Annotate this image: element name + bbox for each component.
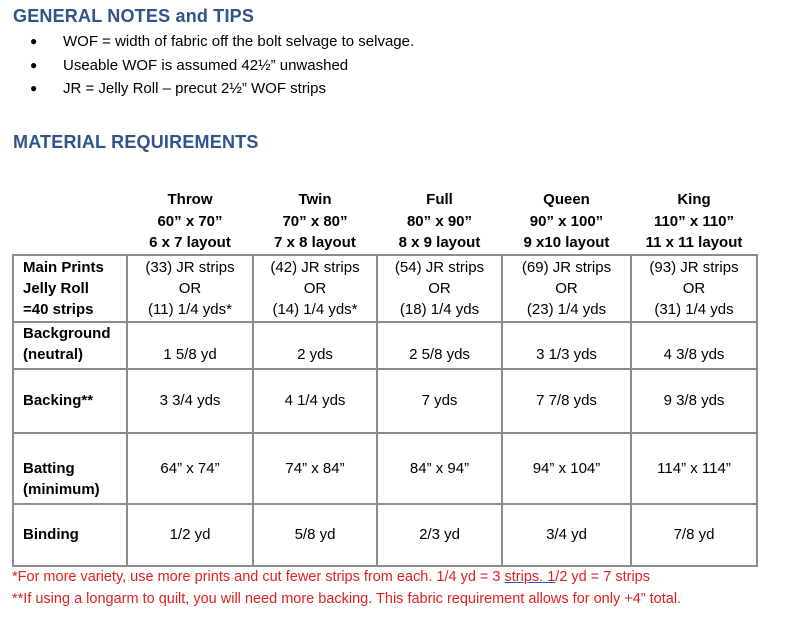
table-header-row [13,189,757,255]
table-cell: 114” x 114” [631,433,757,504]
row-label: Backing** [13,369,127,433]
table-cell: 3 3/4 yds [127,369,253,433]
table-cell: 2 yds [253,322,377,369]
table-row-main-prints [13,255,757,322]
bullet-icon: ● [30,57,38,72]
table-cell: 2/3 yd [377,504,502,566]
bullet-icon: ● [30,81,38,95]
table-cell: 7 yds [377,369,502,433]
column-header-full: Full 80” x 90” 8 x 9 layout [398,191,481,251]
table-cell: 7 7/8 yds [502,369,631,433]
table-row-backing [13,369,757,433]
table-cell: (54) JR strips OR (18) 1/4 yds [377,255,502,322]
table-cell: 2 5/8 yds [377,322,502,369]
material-requirements-heading: MATERIAL REQUIREMENTS [13,132,259,152]
footnote-variety: *For more variety, use more prints and cut fewer strips from each. 1/4 yd = 3 strips. 1/2 yd = 7 strips [12,569,650,585]
table-row-batting [13,433,757,504]
row-label: Main Prints Jelly Roll =40 strips [13,255,127,322]
table-cell: 9 3/8 yds [631,369,757,433]
note-text: Useable WOF is assumed 42½” unwashed [63,56,349,74]
table-cell: (93) JR strips OR (31) 1/4 yds [631,255,757,322]
column-header-queen: Queen 90” x 100” 9 x10 layout [523,191,610,251]
column-header-twin: Twin 70” x 80” 7 x 8 layout [274,191,356,251]
table-cell: 4 1/4 yds [253,369,377,433]
column-header-king: King 110” x 110” 11 x 11 layout [645,191,743,251]
note-text: WOF = width of fabric off the bolt selvage to selvage. [63,33,415,50]
table-cell: 7/8 yd [631,504,757,566]
spellcheck-underline: strips. 1 [504,569,556,585]
table-cell: 3 1/3 yds [502,322,631,369]
table-cell: (42) JR strips OR (14) 1/4 yds* [253,255,377,322]
general-notes-heading: GENERAL NOTES and TIPS [13,6,255,26]
row-label: Background (neutral) [13,322,127,369]
note-text: JR = Jelly Roll – precut 2½” WOF strips [63,80,326,97]
table-cell: 4 3/8 yds [631,322,757,369]
table-cell: 3/4 yd [502,504,631,566]
table-cell: 1/2 yd [127,504,253,566]
row-label: Binding [13,504,127,566]
row-label: Batting (minimum) [13,433,127,504]
table-row-binding [13,504,757,566]
material-requirements-table [12,189,758,567]
footnote-longarm: **If using a longarm to quilt, you will need more backing. This fabric requirement allows for only +4” total. [12,591,682,607]
table-cell: 64” x 74” [127,433,253,504]
table-row-background [13,322,757,369]
table-cell: (69) JR strips OR (23) 1/4 yds [502,255,631,322]
column-header-throw: Throw 60” x 70” 6 x 7 layout [149,191,231,251]
table-cell: 74” x 84” [253,433,377,504]
header-corner [13,189,127,255]
table-cell: 94” x 104” [502,433,631,504]
bullet-icon: ● [30,34,38,48]
table-cell: 5/8 yd [253,504,377,566]
table-cell: 84” x 94” [377,433,502,504]
table-cell: 1 5/8 yd [127,322,253,369]
table-cell: (33) JR strips OR (11) 1/4 yds* [127,255,253,322]
